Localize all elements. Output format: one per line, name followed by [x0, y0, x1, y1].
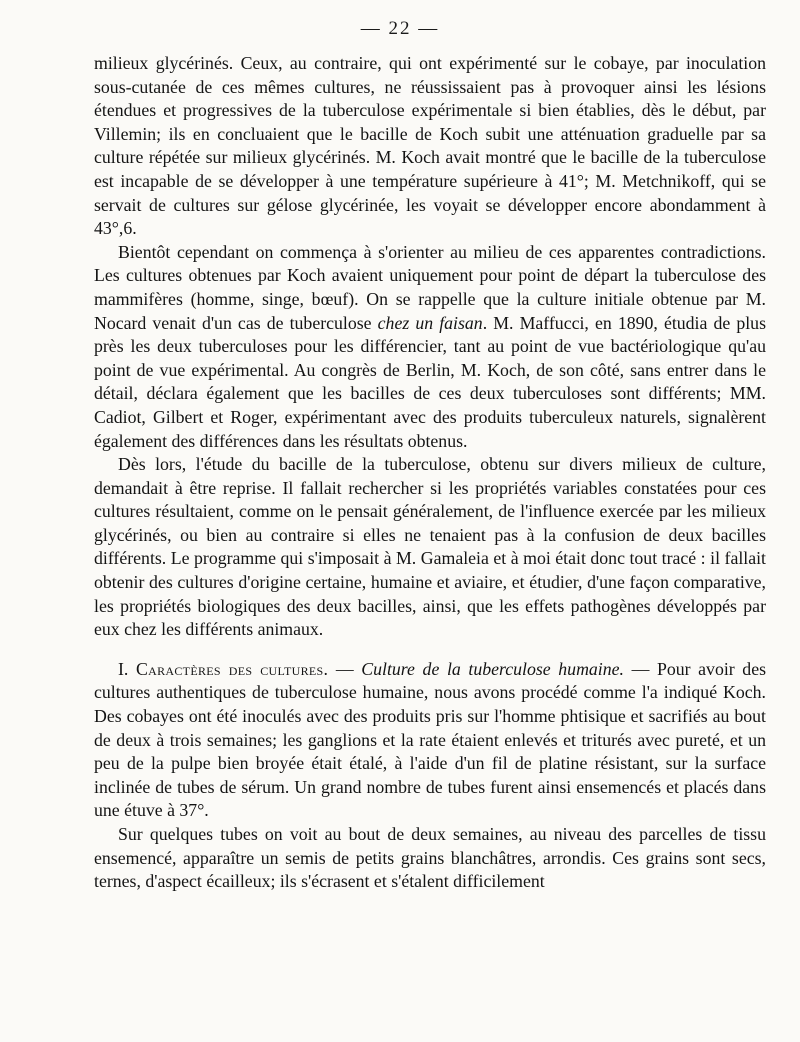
paragraph-continued: milieux glycérinés. Ceux, au contraire, qui ont expérimenté sur le cobaye, par inoculation sous-cutanée de ces mêmes cultures, ne réussissaient pas à provoquer ainsi les lésions étendues et progressives de la tuberculose expérimentale si bien établies, dès le début, par Villemin; ils en concluaient que le bacille de Koch subit une atténuation graduelle par sa culture répétée sur milieux glycérinés. M. Koch avait montré que le bacille de la tuberculose est incapable de se développer à une température supérieure à 41°; M. Metchnikoff, qui se servait de cultures sur gélose glycérinée, les voyait se développer encore abondamment à 43°,6. [94, 53, 766, 239]
section-dash: — [328, 658, 362, 679]
paragraph-contradictions-start: Bientôt cependant on commença à s'orienter au milieu de ces apparentes contradictions. Les cultures obtenues par Koch avaient uniquement pour point de départ la tuberculose des mammifères (homme, singe, bœuf). On se rappelle que la culture initiale obtenue par M. Nocard venait d'un cas de tuberculose [94, 241, 766, 333]
italic-phrase: chez un faisan [377, 312, 483, 333]
body-text [94, 52, 766, 894]
paragraph-contradictions-end: . M. Maffucci, en 1890, étudia de plus près les deux tuberculoses pour les différencier, tant au point de vue bactériologique qu'au point de vue expérimental. Au congrès de Berlin, M. Koch, de son côté, sans entrer dans le détail, déclara également que les bacilles de ces deux tuberculoses sont différents; MM. Cadiot, Gilbert et Roger, expérimentant avec des produits tuberculeux naturels, signalèrent également des différences dans les résultats obtenus. [94, 312, 766, 451]
section-heading: Caractères des cultures. [135, 658, 329, 679]
page-number: — 22 — [360, 18, 440, 39]
paragraph-programme: Dès lors, l'étude du bacille de la tuberculose, obtenu sur divers milieux de culture, demandait à être reprise. Il fallait rechercher si les propriétés variables constatées pour ces cultures résultaient, comme on le pensait généralement, de l'influence exercée par les milieux glycérinés, ou bien au contraire si elles ne tenaient pas à la confusion de deux bacilles différents. Le programme qui s'imposait à M. Gamaleia et à moi était donc tout tracé : il fallait obtenir des cultures d'origine certaine, humaine et aviaire, et étudier, d'une façon comparative, les propriétés biologiques des deux bacilles, ainsi, que les effets pathogènes développés par eux chez les différents animaux. [94, 454, 766, 640]
section-subheading: Culture de la tuberculose humaine. [361, 658, 624, 679]
section-number: I. [118, 658, 136, 679]
section-text: Pour avoir des cultures authentiques de tuberculose humaine, nous avons procédé comme l'a indiqué Koch. Des cobayes ont été inoculés avec des produits pris sur l'homme phtisique et sacrifiés au bout de deux à trois semaines; les ganglions et la rate étaient enlevés et triturés avec pureté, et un peu de la pulpe bien broyée était étalé, à l'aide d'un fil de platine résistant, sur la surface inclinée de tubes de sérum. Un grand nombre de tubes furent ainsi ensemencés et placés dans une étuve à 37°. [94, 658, 767, 821]
section-characters-of-cultures [94, 658, 766, 823]
section-dash-2: — [623, 658, 657, 679]
paragraph-observation: Sur quelques tubes on voit au bout de deux semaines, au niveau des parcelles de tissu ensemencé, apparaître un semis de petits grains blanchâtres, arrondis. Ces grains sont secs, ternes, d'aspect écailleux; ils s'écrasent et s'étalent difficilement [94, 824, 766, 892]
paragraph-contradictions [94, 241, 766, 453]
